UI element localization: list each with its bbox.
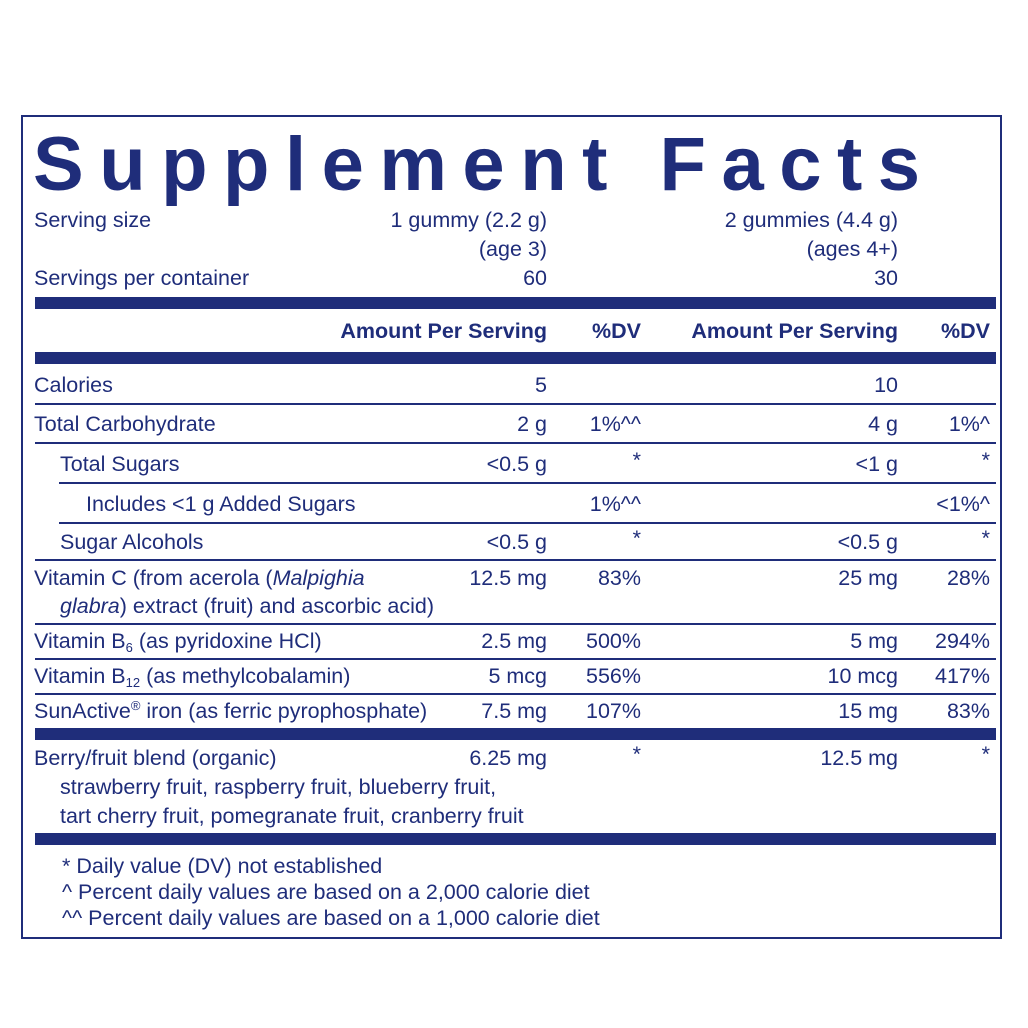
row-carb-amount2: 4 g (868, 412, 898, 436)
row-vitamin-b6-dv2: 294% (935, 629, 990, 653)
row-vitamin-b12-dv1: 556% (586, 664, 641, 688)
row-added-sugars-name: Includes <1 g Added Sugars (86, 492, 356, 516)
serving-size-label: Serving size (34, 208, 152, 232)
row-divider (35, 442, 996, 444)
row-iron-dv1: 107% (586, 699, 641, 723)
row-calories-amount2: 10 (874, 373, 898, 397)
row-vitamin-c-name-line1: Vitamin C (from acerola (Malpighia (34, 566, 365, 590)
row-carb-dv1: 1%^^ (589, 412, 641, 436)
thick-divider (35, 352, 996, 364)
supplement-facts-panel (21, 115, 1002, 939)
row-vitamin-b6-amount1: 2.5 mg (481, 629, 547, 653)
row-sugar-alcohols-dv2: * (981, 526, 990, 550)
row-berry-blend-amount1: 6.25 mg (469, 746, 547, 770)
row-divider (59, 522, 996, 524)
serving-age-col2: (ages 4+) (806, 237, 898, 261)
row-calories-amount1: 5 (535, 373, 547, 397)
serving-size-col1: 1 gummy (2.2 g) (390, 208, 547, 232)
row-sugar-alcohols-name: Sugar Alcohols (60, 530, 204, 554)
footnote-dv-not-established: * Daily value (DV) not established (62, 854, 383, 878)
row-divider (35, 693, 996, 695)
header-amount-col2: Amount Per Serving (691, 319, 898, 343)
row-sugars-dv1: * (632, 448, 641, 472)
row-iron-amount1: 7.5 mg (481, 699, 547, 723)
servings-per-container-col1: 60 (523, 266, 547, 290)
row-vitamin-b6-dv1: 500% (586, 629, 641, 653)
row-divider (35, 403, 996, 405)
header-dv-col2: %DV (941, 319, 990, 343)
row-vitamin-c-amount1: 12.5 mg (469, 566, 547, 590)
row-divider (35, 623, 996, 625)
row-sugar-alcohols-amount2: <0.5 g (837, 530, 898, 554)
row-vitamin-b12-amount1: 5 mcg (488, 664, 547, 688)
serving-age-col1: (age 3) (478, 237, 547, 261)
thick-divider (35, 297, 996, 309)
row-sugars-dv2: * (981, 448, 990, 472)
row-carb-dv2: 1%^ (948, 412, 990, 436)
row-sugars-amount1: <0.5 g (486, 452, 547, 476)
row-added-sugars-dv2: <1%^ (936, 492, 990, 516)
row-sugar-alcohols-amount1: <0.5 g (486, 530, 547, 554)
row-iron-name: SunActive® iron (as ferric pyrophosphate) (34, 698, 428, 723)
row-calories-name: Calories (34, 373, 113, 397)
row-iron-amount2: 15 mg (838, 699, 898, 723)
row-vitamin-c-amount2: 25 mg (838, 566, 898, 590)
panel-title: Supplement Facts (33, 122, 936, 207)
row-iron-dv2: 83% (946, 699, 990, 723)
header-dv-col1: %DV (592, 319, 641, 343)
row-vitamin-c-name-line2: glabra) extract (fruit) and ascorbic acid) (60, 594, 435, 618)
header-amount-col1: Amount Per Serving (340, 319, 547, 343)
row-berry-blend-line3: tart cherry fruit, pomegranate fruit, cranberry fruit (60, 804, 524, 828)
serving-size-col2: 2 gummies (4.4 g) (724, 208, 898, 232)
row-divider (35, 559, 996, 561)
row-berry-blend-name: Berry/fruit blend (organic) (34, 746, 277, 770)
row-berry-blend-amount2: 12.5 mg (820, 746, 898, 770)
row-added-sugars-dv1: 1%^^ (589, 492, 641, 516)
footnote-2000-calorie: ^ Percent daily values are based on a 2,000 calorie diet (62, 880, 590, 904)
row-divider (35, 658, 996, 660)
row-vitamin-b12-name: Vitamin $B_{12}$ (as methylcobalamin) (34, 664, 351, 690)
row-vitamin-b12-amount2: 10 mcg (827, 664, 898, 688)
row-berry-blend-dv2: * (981, 742, 990, 766)
footnote-1000-calorie: ^^ Percent daily values are based on a 1,000 calorie diet (62, 906, 600, 930)
row-vitamin-b12-dv2: 417% (935, 664, 990, 688)
row-berry-blend-line2: strawberry fruit, raspberry fruit, blueberry fruit, (60, 775, 497, 799)
row-vitamin-c-dv2: 28% (946, 566, 990, 590)
row-vitamin-c-dv1: 83% (597, 566, 641, 590)
row-divider (59, 482, 996, 484)
thick-divider (35, 728, 996, 740)
row-sugar-alcohols-dv1: * (632, 526, 641, 550)
row-carb-name: Total Carbohydrate (34, 412, 216, 436)
row-vitamin-b6-name: Vitamin $B_6$ (as pyridoxine HCl) (34, 629, 322, 655)
servings-per-container-label: Servings per container (34, 266, 250, 290)
row-sugars-name: Total Sugars (60, 452, 180, 476)
row-sugars-amount2: <1 g (855, 452, 898, 476)
row-berry-blend-dv1: * (632, 742, 641, 766)
thick-divider (35, 833, 996, 845)
row-carb-amount1: 2 g (517, 412, 547, 436)
row-vitamin-b6-amount2: 5 mg (850, 629, 898, 653)
servings-per-container-col2: 30 (874, 266, 898, 290)
